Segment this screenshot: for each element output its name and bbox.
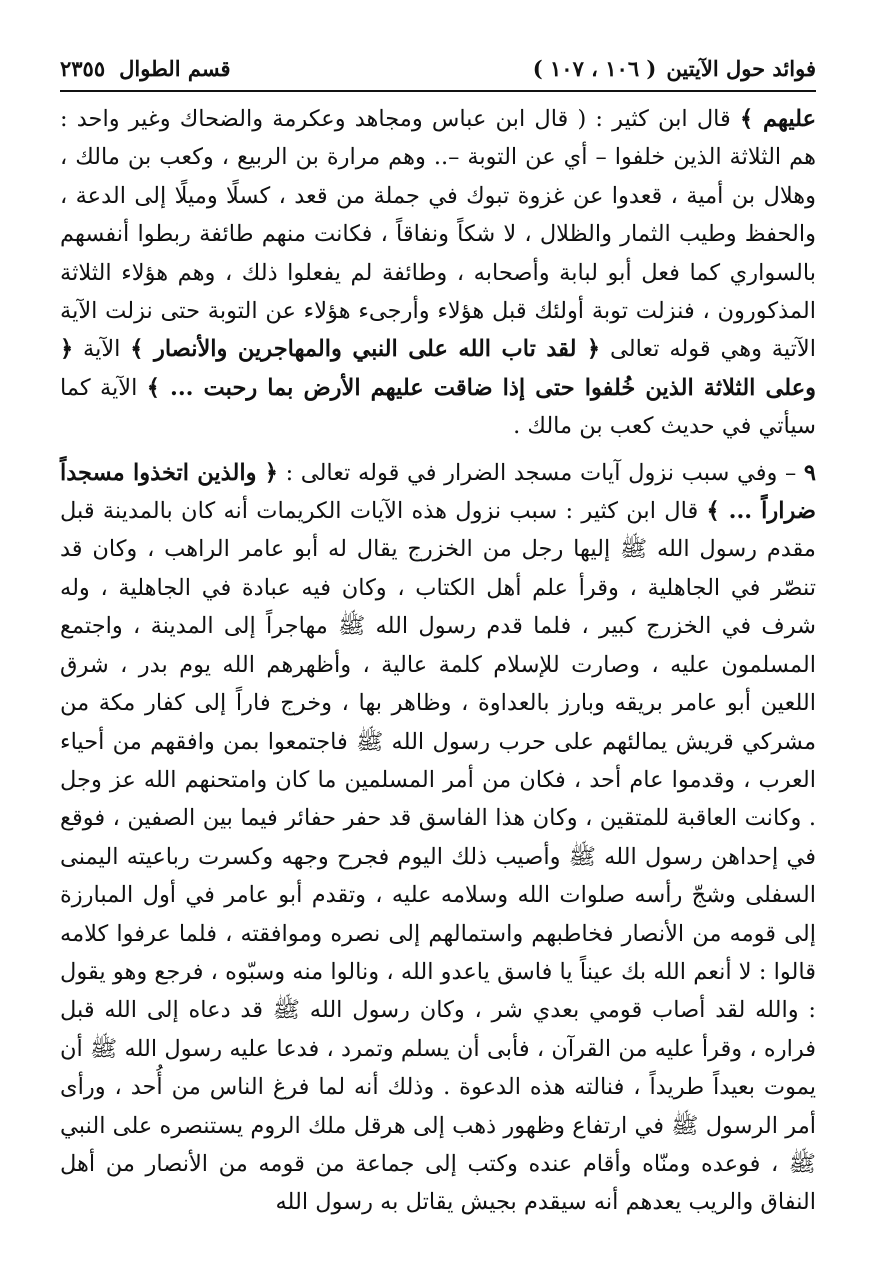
page-header	[60, 48, 816, 88]
header-divider	[60, 90, 816, 92]
section-name: قسم الطوال	[119, 55, 231, 81]
quran-verse-3: ﴿ والذين اتخذوا مسجداً ضراراً ... ﴾	[60, 459, 816, 525]
quran-verse-2: ﴿ وعلى الثلاثة الذين خُلفوا حتى إذا ضاقت عليهم الأرض بما رحبت ... ﴾	[60, 336, 816, 401]
paragraph-2-text-a: – وفي سبب نزول آيات مسجد الضرار في قوله تعالى :	[277, 459, 804, 486]
book-title: فوائد حول الآيتين	[666, 55, 816, 81]
page-number: ٢٣٥٥	[60, 55, 106, 81]
paragraph-2	[60, 454, 816, 1222]
item-number: ٩	[803, 459, 817, 486]
paragraph-1-text-a: قال ابن كثير : ( قال ابن عباس ومجاهد وعكرمة والضحاك وغير واحد : هم الثلاثة الذين خلفوا – أي عن التوبة –.. وهم مرارة بن الربيع ، وكعب بن مالك ، وهلال بن أمية ، قعدوا عن غزوة تبوك في جملة من قعد ، كسلًا وميلًا إلى الدعة ، والحفظ وطيب الثمار والظلال ، لا شكاً ونفاقاً ، فكانت منهم طائفة ربطوا أنفسهم بالسواري كما فعل أبو لبابة وأصحابه ، وطائفة لم يفعلوا ذلك ، وهم هؤلاء الثلاثة المذكورون ، فنزلت توبة أولئك قبل هؤلاء وأرجىء هؤلاء عن التوبة حتى نزلت الآية الآتية وهي قوله تعالى	[60, 106, 817, 363]
paragraph-1	[60, 100, 816, 446]
quran-verse-1: ﴿ لقد تاب الله على النبي والمهاجرين والأنصار ﴾	[130, 336, 601, 363]
header-page-group	[60, 56, 231, 81]
paragraph-1-text-b: الآية	[73, 336, 131, 363]
paragraph-2-text-b: قال ابن كثير : سبب نزول هذه الآيات الكريمات أنه كان بالمدينة قبل مقدم رسول الله ﷺ إليها رجل من الخزرج يقال له أبو عامر الراهب ، وكان قد تنصّر في الجاهلية ، وقرأ علم أهل الكتاب ، وكان فيه عبادة في الجاهلية ، وله شرف في الخزرج كبير ، فلما قدم رسول الله ﷺ مهاجراً إلى المدينة ، واجتمع المسلمون عليه ، وصارت للإسلام كلمة عالية ، وأظهرهم الله يوم بدر ، شرق اللعين أبو عامر بريقه وبارز بالعداوة ، وظاهر بها ، وخرج فاراً إلى كفار مكة من مشركي قريش يمالئهم على حرب رسول الله ﷺ فاجتمعوا بمن وافقهم من أحياء العرب ، وقدموا عام أحد ، فكان من أمر المسلمين ما كان وامتحنهم الله عز وجل . وكانت العاقبة للمتقين ، وكان هذا الفاسق قد حفر حفائر فيما بين الصفين ، فوقع في إحداهن رسول الله ﷺ وأصيب ذلك اليوم فجرح وجهه وكسرت رباعيته اليمنى السفلى وشجّ رأسه صلوات الله وسلامه عليه ، وتقدم أبو عامر في أول المبارزة إلى قومه من الأنصار فخاطبهم واستمالهم إلى نصره وموافقته ، فلما عرفوا كلامه قالوا : لا أنعم الله بك عيناً يا فاسق ياعدو الله ، ونالوا منه وسبّوه ، فرجع وهو يقول : والله لقد أصاب قومي بعدي شر ، وكان رسول الله ﷺ قد دعاه إلى الله قبل فراره ، وقرأ عليه من القرآن ، فأبى أن يسلم وتمرد ، فدعا عليه رسول الله ﷺ أن يموت بعيداً طريداً ، فنالته هذه الدعوة . وذلك أنه لما فرغ الناس من أُحد ، ورأى أمر الرسول ﷺ في ارتفاع وظهور ذهب إلى هرقل ملك الروم يستنصره على النبي ﷺ ، فوعده ومنّاه وأقام عنده وكتب إلى جماعة من قومه من الأنصار من أهل النفاق والريب يعدهم أنه سيقدم بجيش يقاتل به رسول الله	[60, 498, 816, 1216]
main-text	[60, 100, 816, 1222]
verse-numbers: ( ١٠٦ ، ١٠٧ )	[532, 55, 657, 81]
paragraph-1-text-c: الآية كما سيأتي في حديث كعب بن مالك .	[60, 374, 816, 440]
header-title-group	[533, 56, 816, 81]
quoted-word: عليهم ﴾	[739, 106, 817, 132]
